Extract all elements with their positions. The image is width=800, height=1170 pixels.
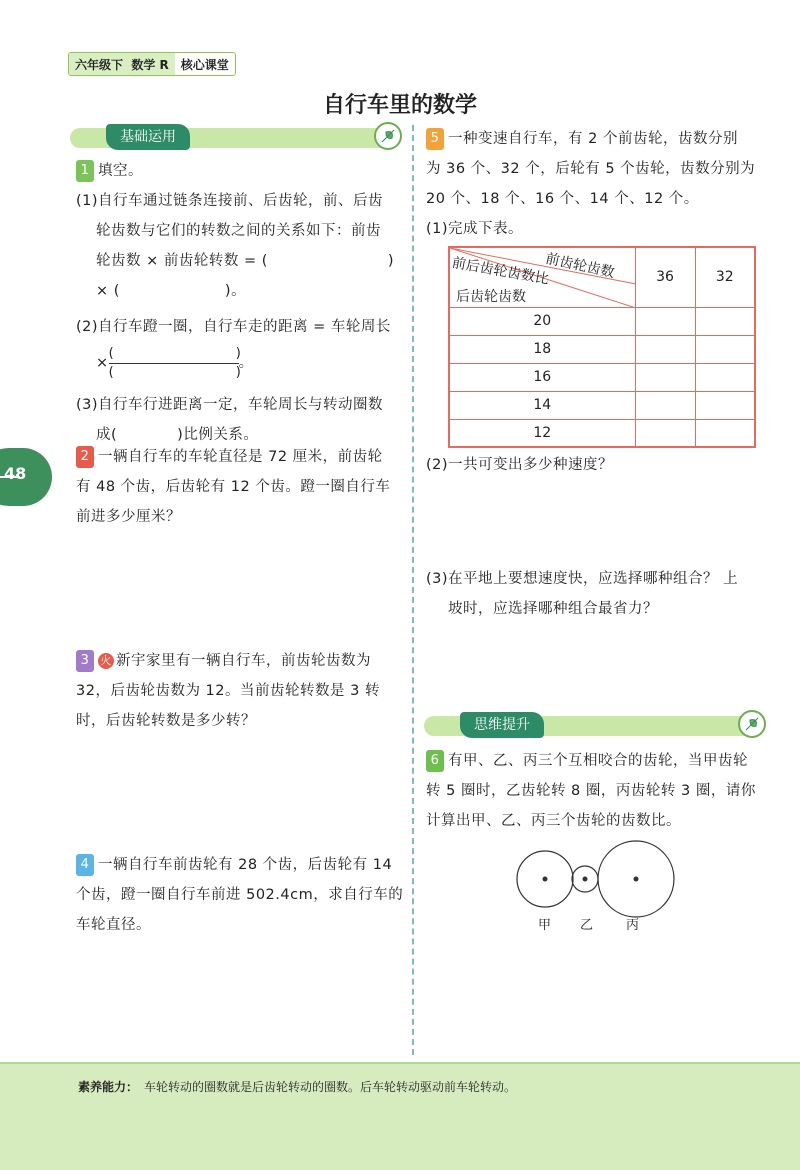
gear-ratio-table: [448, 246, 756, 448]
gear-bing-center: [634, 877, 639, 882]
page-tab-line: [0, 476, 20, 478]
q3-line1: 新宇家里有一辆自行车，前齿轮齿数为: [116, 653, 371, 669]
q4-line2: 个齿，蹬一圈自行车前进 502.4cm，求自行车的: [76, 887, 404, 903]
gear-jia-center: [543, 877, 548, 882]
table-row: [449, 335, 755, 363]
book-header-tag: [68, 52, 236, 76]
front-36: 36: [635, 247, 695, 307]
gear-label-bing: 丙: [626, 918, 640, 933]
footer-label: 素养能力：: [78, 1080, 139, 1094]
q1-part1-line3: 轮齿数 × 前齿轮转数 = ( ): [96, 253, 395, 269]
gear-label-jia: 甲: [538, 918, 552, 933]
q1-part2-line1: (2)自行车蹬一圈，自行车走的距离 = 车轮周长: [76, 319, 391, 335]
question-number: 2: [76, 446, 94, 468]
q2-line3: 前进多少厘米？: [76, 509, 181, 525]
answer-cell[interactable]: [635, 419, 695, 447]
footer-content: 车轮转动的圈数就是后齿轮转动的圈数。后车轮转动驱动前车轮转动。: [144, 1080, 517, 1094]
section-bar-basic: [70, 128, 400, 148]
question-5: [426, 124, 776, 244]
rear-value: 20: [449, 307, 635, 335]
answer-cell[interactable]: [635, 307, 695, 335]
front-32: 32: [695, 247, 755, 307]
fraction-blank[interactable]: [108, 345, 242, 380]
rear-value: 18: [449, 335, 635, 363]
q6-line1: 有甲、乙、丙三个互相咬合的齿轮，当甲齿轮: [448, 753, 748, 769]
question-stem: 填空。: [98, 163, 143, 179]
table-row: [449, 391, 755, 419]
leaf-icon: [738, 710, 766, 738]
series-label: 核心课堂: [175, 53, 235, 75]
question-1: [76, 156, 416, 450]
gears-diagram: [510, 836, 700, 926]
rear-value: 14: [449, 391, 635, 419]
q5-part3: [426, 564, 776, 624]
diagonal-header-cell: [449, 247, 635, 307]
q5-part3-line1: (3)在平地上要想速度快，应选择哪种组合？ 上: [426, 571, 739, 587]
q5-line1: 一种变速自行车，有 2 个前齿轮，齿数分别: [448, 131, 738, 147]
fire-badge-icon: 火: [98, 653, 114, 669]
leaf-icon: [374, 122, 402, 150]
answer-cell[interactable]: [695, 307, 755, 335]
fraction-denominator: ( ): [108, 364, 242, 380]
question-number: 6: [426, 750, 444, 772]
answer-cell[interactable]: [635, 391, 695, 419]
q5-part2-text: (2)一共可变出多少种速度？: [426, 457, 614, 473]
answer-cell[interactable]: [695, 391, 755, 419]
section-label-basic: 基础运用: [106, 124, 190, 150]
answer-cell[interactable]: [695, 363, 755, 391]
table-header-row: [449, 247, 755, 307]
q1-part3-line2: 成( )比例关系。: [96, 427, 259, 443]
rear-value: 12: [449, 419, 635, 447]
grade-subject: [69, 53, 175, 75]
footer-text: [78, 1078, 516, 1095]
q3-line3: 时，后齿轮转数是多少转？: [76, 713, 256, 729]
header-ratio: 前后齿轮齿数比: [450, 254, 550, 288]
gear-label-yi: 乙: [580, 918, 594, 933]
subject-label: 数学 R: [131, 57, 169, 72]
times-sign: ×: [96, 355, 109, 371]
grade-label: 六年级下: [75, 57, 124, 72]
header-rear-gear: 后齿轮齿数: [456, 289, 526, 305]
question-2: [76, 442, 416, 532]
q5-part3-line2: 坡时，应选择哪种组合最省力？: [448, 601, 658, 617]
question-number: 5: [426, 128, 444, 150]
q1-part2-fraction-row: [76, 342, 416, 384]
q1-part1-line2: 轮齿数与它们的转数之间的关系如下：前齿: [96, 223, 381, 239]
q6-line3: 计算出甲、乙、丙三个齿轮的齿数比。: [426, 813, 681, 829]
header-front-gear: 前齿轮齿数: [544, 250, 616, 282]
q2-line2: 有 48 个齿，后齿轮有 12 个齿。蹬一圈自行车: [76, 479, 391, 495]
period: 。: [238, 355, 254, 371]
page-number: 48: [4, 464, 27, 483]
q4-line3: 车轮直径。: [76, 917, 151, 933]
q1-part1-line4: × ( )。: [96, 283, 247, 299]
section-label-advanced: 思维提升: [460, 712, 544, 738]
q1-part3-line1: (3)自行车行进距离一定，车轮周长与转动圈数: [76, 397, 384, 413]
q1-part1-line1: (1)自行车通过链条连接前、后齿轮，前、后齿: [76, 193, 384, 209]
section-bar-advanced: [424, 716, 764, 736]
answer-cell[interactable]: [695, 419, 755, 447]
answer-cell[interactable]: [695, 335, 755, 363]
answer-cell[interactable]: [635, 363, 695, 391]
answer-cell[interactable]: [635, 335, 695, 363]
page-title: 自行车里的数学: [322, 93, 477, 118]
q5-part2: [426, 450, 776, 480]
q5-line3: 20 个、18 个、16 个、14 个、12 个。: [426, 191, 699, 207]
q5-part1: (1)完成下表。: [426, 221, 524, 237]
question-4: [76, 850, 416, 940]
q3-line2: 32，后齿轮齿数为 12。当前齿轮转数是 3 转: [76, 683, 380, 699]
footer-panel: [0, 1062, 800, 1170]
fraction-numerator: ( ): [109, 347, 239, 364]
table-row: [449, 363, 755, 391]
q4-line1: 一辆自行车前齿轮有 28 个齿，后齿轮有 14: [98, 857, 393, 873]
table-row: [449, 419, 755, 447]
rear-value: 16: [449, 363, 635, 391]
q6-line2: 转 5 圈时，乙齿轮转 8 圈，丙齿轮转 3 圈，请你: [426, 783, 756, 799]
table-row: [449, 307, 755, 335]
question-number: 1: [76, 160, 94, 182]
question-6: [426, 746, 776, 836]
q5-line2: 为 36 个、32 个，后轮有 5 个齿轮，齿数分别为: [426, 161, 756, 177]
question-number: 4: [76, 854, 94, 876]
q2-line1: 一辆自行车的车轮直径是 72 厘米，前齿轮: [98, 449, 383, 465]
question-number: 3: [76, 650, 94, 672]
question-3: [76, 646, 416, 736]
gear-yi-center: [583, 877, 588, 882]
